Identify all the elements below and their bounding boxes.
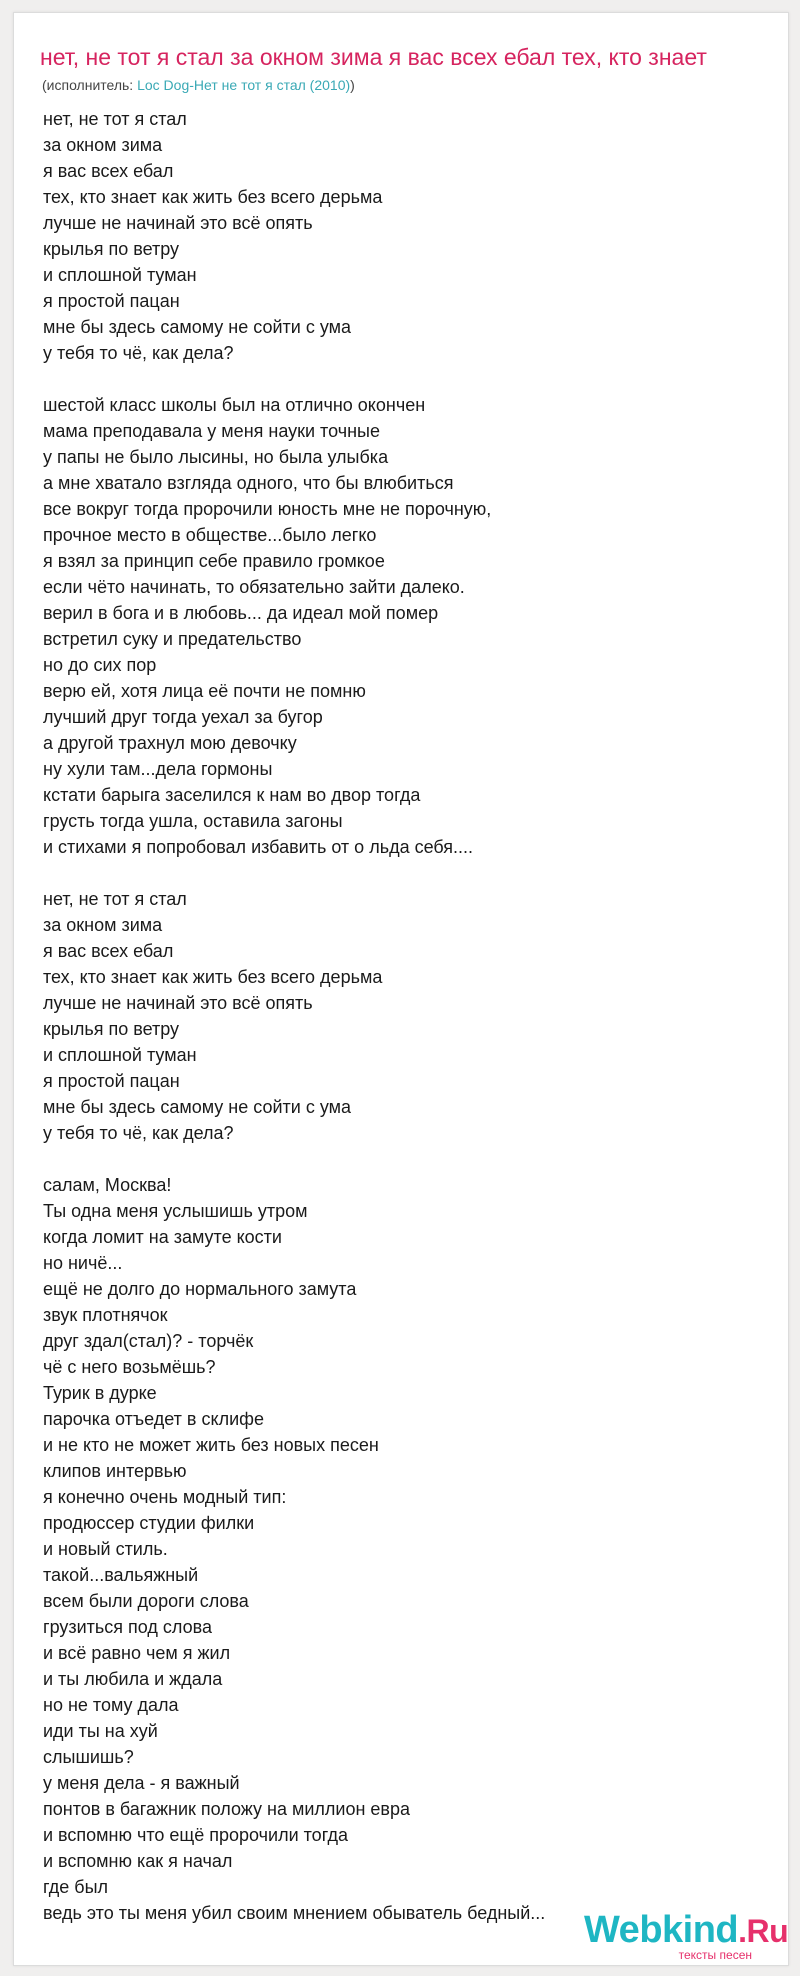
lyric-line: мне бы здесь самому не сойти с ума	[43, 1097, 352, 1117]
lyric-line: тех, кто знает как жить без всего дерьма	[43, 967, 383, 987]
lyric-line: и всё равно чем я жил	[43, 1643, 231, 1663]
lyric-line: все вокруг тогда пророчили юность мне не порочную,	[43, 499, 492, 519]
lyric-line: если чёто начинать, то обязательно зайти далеко.	[43, 577, 465, 597]
lyric-line: и новый стиль.	[43, 1539, 168, 1559]
lyric-line: и не кто не может жить без новых песен	[43, 1435, 379, 1455]
lyric-line: крылья по ветру	[43, 1019, 180, 1039]
logo-dot: .	[738, 1913, 747, 1949]
lyric-line: ведь это ты меня убил своим мнением обыватель бедный...	[43, 1903, 546, 1923]
lyric-line: а другой трахнул мою девочку	[43, 733, 297, 753]
lyric-line: и стихами я попробовал избавить от о льда себя....	[43, 837, 474, 857]
lyric-line: клипов интервью	[43, 1461, 187, 1481]
lyric-line: и вспомню что ещё пророчили тогда	[43, 1825, 348, 1845]
lyric-line: у тебя то чё, как дела?	[43, 343, 234, 363]
stanza-gap	[43, 1146, 545, 1172]
lyric-line: но ничё...	[43, 1253, 123, 1273]
lyric-line: у тебя то чё, как дела?	[43, 1123, 234, 1143]
song-title: нет, не тот я стал за окном зима я вас всех ебал тех, кто знает	[40, 44, 707, 70]
lyric-line: иди ты на хуй	[43, 1721, 158, 1741]
lyric-line: за окном зима	[43, 135, 163, 155]
lyric-line: когда ломит на замуте кости	[43, 1227, 282, 1247]
logo-main-text: Webkind	[584, 1909, 739, 1951]
lyrics-stanza	[43, 106, 545, 366]
lyric-line: грусть тогда ушла, оставила загоны	[43, 811, 343, 831]
lyric-line: друг здал(стал)? - торчёк	[43, 1331, 254, 1351]
lyric-line: звук плотнячок	[43, 1305, 168, 1325]
lyric-line: где был	[43, 1877, 109, 1897]
lyric-line: парочка отъедет в склифе	[43, 1409, 264, 1429]
lyric-line: всем были дороги слова	[43, 1591, 249, 1611]
lyric-line: мама преподавала у меня науки точные	[43, 421, 380, 441]
lyric-line: верю ей, хотя лица её почти не помню	[43, 681, 366, 701]
lyric-line: прочное место в обществе...было легко	[43, 525, 377, 545]
lyric-line: но не тому дала	[43, 1695, 179, 1715]
lyric-line: и ты любила и ждала	[43, 1669, 223, 1689]
lyric-line: мне бы здесь самому не сойти с ума	[43, 317, 352, 337]
lyrics-stanza	[43, 886, 545, 1146]
lyric-line: я вас всех ебал	[43, 161, 174, 181]
lyric-line: тех, кто знает как жить без всего дерьма	[43, 187, 383, 207]
song-link[interactable]: Нет не тот я стал (2010)	[193, 77, 351, 93]
lyric-line: нет, не тот я стал	[43, 109, 187, 129]
lyric-line: Ты одна меня услышишь утром	[43, 1201, 308, 1221]
lyrics-stanza	[43, 1172, 545, 1926]
song-subtitle	[42, 75, 355, 95]
lyric-line: нет, не тот я стал	[43, 889, 187, 909]
lyric-line: понтов в багажник положу на миллион евра	[43, 1799, 410, 1819]
lyric-line: и сплошной туман	[43, 265, 197, 285]
subtitle-prefix: (исполнитель:	[42, 77, 138, 93]
lyric-line: но до сих пор	[43, 655, 157, 675]
lyric-line: и вспомню как я начал	[43, 1851, 233, 1871]
artist-link[interactable]: Loc Dog	[137, 77, 190, 93]
lyric-line: и сплошной туман	[43, 1045, 197, 1065]
lyric-line: я взял за принцип себе правило громкое	[43, 551, 385, 571]
subtitle-suffix: )	[350, 77, 355, 93]
lyric-line: лучший друг тогда уехал за бугор	[43, 707, 323, 727]
lyric-line: продюссер студии филки	[43, 1513, 255, 1533]
lyric-line: Турик в дурке	[43, 1383, 157, 1403]
lyric-line: шестой класс школы был на отлично окончен	[43, 395, 426, 415]
lyric-line: грузиться под слова	[43, 1617, 213, 1637]
lyric-line: крылья по ветру	[43, 239, 180, 259]
lyric-line: у папы не было лысины, но была улыбка	[43, 447, 389, 467]
lyric-line: я вас всех ебал	[43, 941, 174, 961]
lyric-line: за окном зима	[43, 915, 163, 935]
lyric-line: чё с него возьмёшь?	[43, 1357, 216, 1377]
lyric-line: слышишь?	[43, 1747, 134, 1767]
lyric-line: ещё не долго до нормального замута	[43, 1279, 357, 1299]
lyrics-stanza	[43, 392, 545, 860]
lyric-line: я простой пацан	[43, 291, 180, 311]
lyric-line: встретил суку и предательство	[43, 629, 302, 649]
stanza-gap	[43, 860, 545, 886]
stanza-gap	[43, 366, 545, 392]
lyric-line: верил в бога и в любовь... да идеал мой помер	[43, 603, 439, 623]
page-card	[13, 12, 789, 1966]
lyric-line: лучше не начинай это всё опять	[43, 213, 313, 233]
lyric-line: я простой пацан	[43, 1071, 180, 1091]
logo-tagline: тексты песен	[678, 1948, 752, 1962]
lyrics-body	[43, 106, 545, 1926]
lyric-line: ну хули там...дела гормоны	[43, 759, 273, 779]
lyric-line: я конечно очень модный тип:	[43, 1487, 287, 1507]
lyric-line: а мне хватало взгляда одного, что бы влюбиться	[43, 473, 454, 493]
logo-wordmark	[584, 1909, 789, 1951]
webkind-logo[interactable]	[584, 1909, 789, 1962]
lyric-line: такой...вальяжный	[43, 1565, 199, 1585]
lyric-line: салам, Москва!	[43, 1175, 172, 1195]
link-separator: -	[189, 77, 194, 93]
lyric-line: лучше не начинай это всё опять	[43, 993, 313, 1013]
lyric-line: кстати барыга заселился к нам во двор тогда	[43, 785, 421, 805]
logo-ru: Ru	[746, 1913, 789, 1949]
lyric-line: у меня дела - я важный	[43, 1773, 240, 1793]
